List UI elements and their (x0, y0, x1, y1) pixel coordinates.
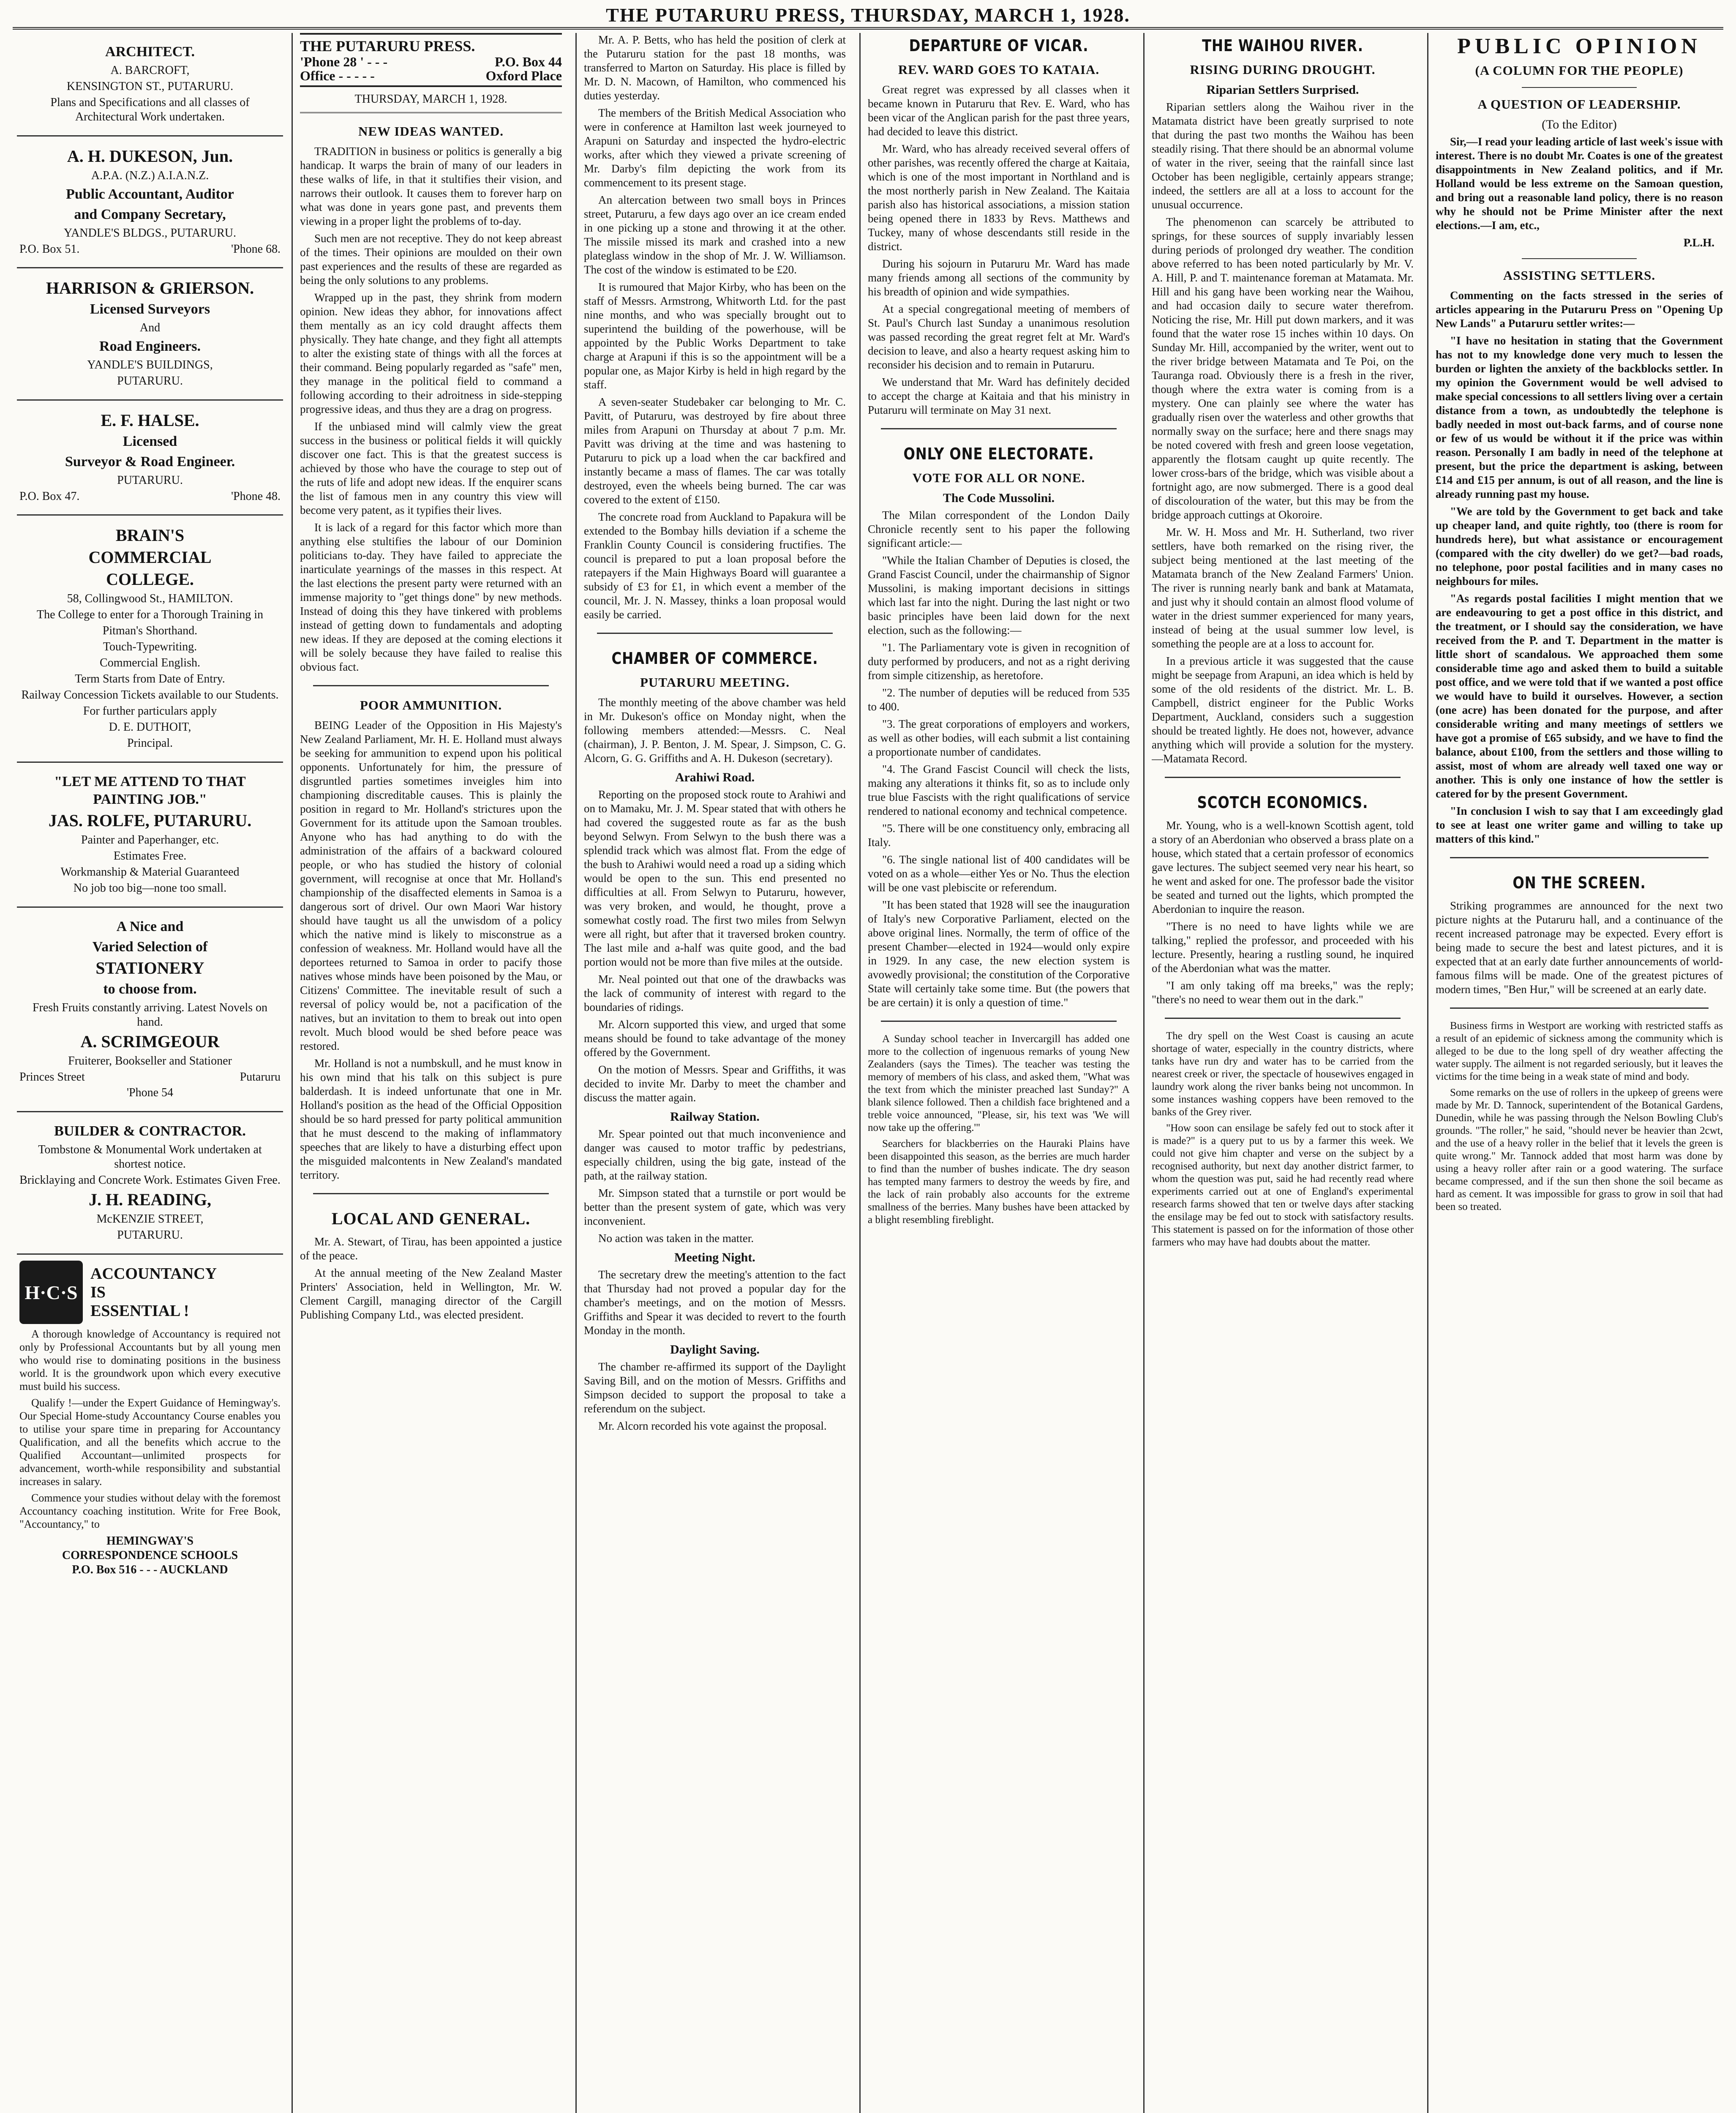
hcs-logo-icon: H·C·S (19, 1261, 83, 1324)
divider (1165, 777, 1401, 778)
paper-box: P.O. Box 44 (495, 54, 562, 69)
ad-scrimgeour (17, 908, 283, 1112)
ad-phone: 'Phone 68. (231, 243, 281, 256)
ad-line: Surveyor & Road Engineer. (65, 454, 235, 470)
article-paragraph: At the annual meeting of the New Zealand Master Printers' Association, held in Wellington, Mr. W. Clement Cargill, managing director of the Cargill Publishing Company Ltd., was elected president. (300, 1267, 562, 1321)
paper-info-box (300, 33, 562, 87)
ad-town: PUTARURU. (117, 374, 183, 388)
column-title: PUBLIC OPINION (1457, 34, 1701, 58)
ad-hemingways (17, 1255, 283, 1583)
column-rule (575, 33, 577, 2113)
hcs-paragraph: A thorough knowledge of Accountancy is required not only by Professional Accountants but by all young men who would rise to dominating positions in the business world. It is the groundwork upon which every executive must build his success. (19, 1328, 281, 1392)
article-paragraph: Mr. Simpson stated that a turnstile or port would be better than the present system of gate, which was very inconvenient. (584, 1187, 846, 1227)
ad-name: A. BARCROFT, (110, 64, 190, 77)
article-paragraph: "5. There will be one constituency only, embracing all Italy. (868, 822, 1130, 849)
ad-address: YANDLE'S BLDGS., PUTARURU. (63, 227, 237, 240)
ad-line: Pitman's Shorthand. (102, 624, 198, 637)
article-paragraph: No action was taken in the matter. (598, 1232, 754, 1245)
article-headline: SCOTCH ECONOMICS. (1197, 793, 1368, 812)
divider (313, 1193, 549, 1194)
ad-contact: D. E. DUTHOIT, (109, 721, 191, 734)
article-paragraph: Mr. A. Stewart, of Tirau, has been appointed a justice of the peace. (300, 1235, 562, 1262)
paper-place: Oxford Place (485, 68, 562, 83)
ad-town: PUTARURU. (117, 474, 183, 487)
article-paragraph: It is lack of a regard for this factor which more than anything else stultifies the labour of our Dominion politicians to-day. They have failed to appreciate the inarticulate yearnings of the masses in this respect. At the last elections the present party were returned with an immense majority to "get things done" by new methods. Instead of doing this they have tinkered with problems instead of getting down to fundamentals and adopting new ideas. If they are deposed at the coming elections it will be solely because they have failed to realise this obvious fact. (300, 521, 562, 673)
ad-title: ARCHITECT. (105, 44, 195, 60)
ad-line: Commercial English. (100, 656, 200, 669)
article-paragraph: Striking programmes are announced for the next two picture nights at the Putaruru hall, and a continuance of the recent increased patronage may be expected. Every effort is being made to secure the best and latest pictures, and it is expected that at an early date further announcements of world-famous films will be made. One of the greatest pictures of modern times, "Ben Hur," will be screened at an early date. (1436, 899, 1723, 996)
article-paragraph: The phenomenon can scarcely be attributed to springs, for these sources of supply invariably lessen during periods of prolonged dry weather. The condition above referred to has been noted particularly by Mr. V. A. Hill, P. and T. maintenance foreman at Matamata. Mr. Hill and his gang have been working near the Waihou, and had occasion daily to secure water therefrom. Noticing the rise, Mr. Hill put down markers, and it was found that the water rose 15 inches within 10 days. On Sunday Mr. Hill, accompanied by the writer, went out to the river bridge between Matamata and Te Poi, on the Tauranga road. Obviously there is a fresh in the river, though where the extra water is coming from is a mystery. One can plainly see where the water has gradually risen over the waterless and other growths that normally sway on the surface; here and there snags may be noted covered with fresh and green loose vegetation, apparently the flotsam caught up quite recently. The lower cross-bars of the bridge, which was visible about a fortnight ago, are now submerged. There is a good deal of discolouration of the water, but this may be from the bridge approach cuttings at Okoroire. (1152, 216, 1414, 521)
article-paragraph: "How soon can ensilage be safely fed out to stock after it is made?" is a query put to us by a farmer this week. We could not give him chapter and verse on the subject by a recognised authority, but next day another district farmer, to whom the question was put, said he had recently read where experiments carried out at one of England's experimental research farms showed that ten or twelve days after stacking the ensilage may be fed out to stock with satisfactory results. This statement is passed on for the information of those other farmers who may have had doubts about the matter. (1152, 1122, 1414, 1248)
article-paragraph: "2. The number of deputies will be reduced from 535 to 400. (868, 686, 1130, 713)
paper-office: Office - - - - - (300, 68, 375, 83)
ad-name: JAS. ROLFE, PUTARURU. (48, 811, 252, 830)
article-paragraph: An altercation between two small boys in Princes street, Putaruru, a few days ago over an ice cream ended in one picking up a stone and throwing it at the other. The missile missed its mark and crashed into a new plateglass window in the shop of Mr. J. W. Williamson. The cost of the window is estimated to be £20. (584, 194, 846, 276)
paper-phone-row (300, 55, 562, 69)
divider (881, 1021, 1117, 1022)
news-column-4 (868, 33, 1130, 2113)
masthead: THE PUTARURU PRESS, THURSDAY, MARCH 1, 1928. (13, 3, 1723, 30)
news-column-3 (584, 33, 846, 2113)
ad-line: Licensed Surveyors (90, 301, 210, 317)
article-paragraph: "There is no need to have lights while we are talking," replied the professor, and proceeded with his lecture. Presently, hearing a rustling sound, he inquired of the Aberdonian what was the matter. (1152, 920, 1414, 975)
ad-line: And (139, 321, 161, 334)
section-heading: Arahiwi Road. (675, 770, 755, 784)
article-paragraph: TRADITION in business or politics is generally a big handicap. It warps the brain of many of our leaders in these walks of life, in that it stultifies their vision, and narrows their outlook. It causes them to forever harp on what was done in years gone past, and prevents them viewing in a proper light the problems of to-day. (300, 145, 562, 227)
article-headline: NEW IDEAS WANTED. (358, 124, 504, 139)
article-paragraph: Mr. Ward, who has already received several offers of other parishes, was recently offered the charge at Kaitaia, which is one of the most important in Northland and is the most northerly parish in New Zealand. The Kaitaia parish also has historical associations, a mission station being opened there in 1833 by Revs. Matthews and Tuckey, many of whose descendants still reside in the district. (868, 142, 1130, 253)
ad-line: and Company Secretary, (74, 207, 226, 222)
article-subheadline: RISING DURING DROUGHT. (1190, 62, 1376, 77)
hcs-footer: HEMINGWAY'S (106, 1534, 193, 1548)
article-paragraph: The chamber re-affirmed its support of the Daylight Saving Bill, and on the motion of Messrs. Griffiths and Simpson decided to support the proposal to take a referendum on the subject. (584, 1360, 846, 1415)
hcs-footer: CORRESPONDENCE SCHOOLS (62, 1549, 238, 1562)
ad-brains-college (17, 516, 283, 763)
news-column-6 (1436, 33, 1723, 2113)
article-subheadline: REV. WARD GOES TO KATAIA. (898, 62, 1100, 77)
ad-address: YANDLE'S BUILDINGS, (87, 358, 213, 371)
ad-line: Varied Selection of (92, 939, 208, 955)
article-paragraph: The secretary drew the meeting's attention to the fact that Thursday had not proved a popular day for the chamber's meetings, and on the motion of Messrs. Griffiths and Spear it was decided to revert to the fourth Monday in the month. (584, 1268, 846, 1337)
ad-contact-row (19, 489, 281, 503)
article-subheadline: VOTE FOR ALL OR NONE. (912, 470, 1085, 485)
ad-line: Public Accountant, Auditor (66, 186, 234, 202)
column-rule (859, 33, 861, 2113)
article-headline: POOR AMMUNITION. (360, 698, 502, 713)
article-paragraph: Riparian settlers along the Waihou river in the Matamata district have been greatly surprised to note that during the past two months the Waihou has been steadily rising. That there should be an abnormal volume of water in the river, seeing that the rainfall since last October has been negligible, certainly appears strange; indeed, the settlers are all at a loss to account for the unusual occurrence. (1152, 101, 1414, 211)
article-paragraph: The Milan correspondent of the London Daily Chronicle recently sent to his paper the following significant article:— (868, 509, 1130, 549)
small-items (868, 1033, 1130, 1226)
article-headline: CHAMBER OF COMMERCE. (611, 649, 818, 668)
ad-dukeson (17, 136, 283, 268)
article-paragraph: A seven-seater Studebaker car belonging to Mr. C. Pavitt, of Putaruru, was destroyed by fire about three miles from Arapuni on Thursday at about 7 p.m. Mr. Pavitt was driving at the time and was hastening to Putaruru to pick up a load when the car backfired and instantly became a mass of flames. The car was totally destroyed, even the wheels being burned. The car was covered to the extent of £150. (584, 396, 846, 506)
letter-signature: P.L.H. (1683, 236, 1714, 249)
article-paragraph: "As regards postal facilities I might mention that we are endeavouring to get a post office in this district, and the treatment, or I should say the consideration, we have received from the P. and T. Department in the matter is little short of scandalous. We approached them some considerable time ago and asked them to build a suitable post office, and we were told that if we wanted a post office we would have to build it ourselves. However, a section (one acre) has been donated for the purpose, and after considerable writing and many meetings of settlers we have got a promise of £65 subsidy, and we have to find the balance, about £100, from the settlers and those willing to assist, most of whom are already well taxed one way or another. This is only one instance of how the settler is catered for by the present Government. (1436, 592, 1723, 800)
hcs-title: ESSENTIAL ! (90, 1302, 189, 1320)
ad-text: Plans and Specifications and all classes of Architectural Work undertaken. (50, 96, 250, 123)
column-rule (292, 33, 293, 2113)
ad-street-row (19, 1070, 281, 1084)
ad-line: Estimates Free. (113, 849, 187, 863)
article-headline: DEPARTURE OF VICAR. (909, 36, 1089, 55)
article-subheadline: The Code Mussolini. (943, 491, 1055, 505)
article-paragraph: Mr. Spear pointed out that much inconvenience and danger was caused to motor traffic by pedestrians, especially children, using the big gate, instead of the path, at the railway station. (584, 1127, 846, 1182)
ad-street: McKENZIE STREET, (96, 1212, 204, 1226)
article-paragraph: "We are told by the Government to get back and take up cheaper land, and quite rightly, too (there is room for hundreds here), but what assistance or encouragement (compared with the city dweller) do we get?—bad roads, no telephone, poor postal facilities and in many cases no neighbours for miles. (1436, 505, 1723, 587)
hcs-title-block (90, 1264, 217, 1320)
article-headline: ONLY ONE ELECTORATE. (903, 445, 1094, 463)
article-headline: THE WAIHOU RIVER. (1202, 36, 1363, 55)
ad-rolfe (17, 763, 283, 908)
article-paragraph: It is rumoured that Major Kirby, who has been on the staff of Messrs. Armstrong, Whitworth Ltd. for the past nine months, and who was specially brought out to superintend the building of the powerhouse, will be appointed by the Public Works Department to take charge at Arapuni if this is so the appointment will be a popular one, as Major Kirby is held in high regard by the staff. (584, 281, 846, 391)
column-rule (1143, 33, 1145, 2113)
ad-box: P.O. Box 51. (19, 243, 80, 256)
article-paragraph: The monthly meeting of the above chamber was held in Mr. Dukeson's office on Monday night, when the following members attended:—Messrs. C. Neal (chairman), J. P. Benton, J. M. Spear, J. Simpson, C. G. Alcorn, G. G. Griffiths and A. H. Dukeson (secretary). (584, 696, 846, 764)
article-paragraph: Searchers for blackberries on the Hauraki Plains have been disappointed this season, as the berries are much harder to find than the number of bushes indicate. The dry season has tempted many farmers to destroy the weeds by fire, and the lack of rain probably also accounts for the extreme smallness of the berries. Many bushes have been attacked by a blight resembling fireblight. (868, 1138, 1130, 1226)
article-paragraph: "1. The Parliamentary vote is given in recognition of duty performed by producers, and not as a right deriving from simple citizenship, as heretofore. (868, 641, 1130, 682)
hcs-paragraph: Qualify !—under the Expert Guidance of Hemingway's. Our Special Home-study Accountancy Course enables you to utilise your spare time in preparing for Accountancy Qualification, and all the benefits which accrue to the Qualified Accountant—unlimited prospects for advancement, worth-while responsibility and substantial increases in salary. (19, 1397, 281, 1488)
section-heading: Railway Station. (670, 1110, 760, 1124)
article-paragraph: The members of the British Medical Association who were in conference at Hamilton last week journeyed to Arapuni on Saturday and inspected the hydro-electric works, after which they viewed a private screening of Mr. Darby's film depicting the work from its commencement to its present stage. (584, 106, 846, 189)
ad-name: COLLEGE. (106, 570, 194, 589)
article-paragraph: "3. The great corporations of employers and workers, as well as other bodies, will each submit a list containing a proportionate number of candidates. (868, 718, 1130, 758)
article-paragraph: Great regret was expressed by all classes when it became known in Putaruru that Rev. E. Ward, who has been vicar of the Anglican parish for the past three years, had decided to leave this district. (868, 83, 1130, 138)
article-paragraph: We understand that Mr. Ward has definitely decided to accept the charge at Kaitaia and that his ministry in Putaruru will terminate on May 31 next. (868, 376, 1130, 416)
ad-contact-row (19, 242, 281, 256)
article-paragraph: "I have no hesitation in stating that the Government has not to my knowledge done very much to lessen the burden or lighten the anxiety of the backblocks settler. In my opinion the Government would be well advised to make special concessions to all settlers living over a certain distance from a town, as undoubtedly the telephone is badly needed in most out-back farms, and of course none or few of us would be without it if the price was within reason. Personally I am badly in need of the telephone at present, but the price the department is asking, between £14 and £15 per annum, is out of all reason, and the line is already running past my house. (1436, 334, 1723, 500)
article-paragraph: Such men are not receptive. They do not keep abreast of the times. Their opinions are moulded on their own past experiences and the results of these are regarded as being the only solutions to any problems. (300, 232, 562, 287)
divider (313, 685, 549, 686)
news-column-5 (1152, 33, 1414, 2113)
article-paragraph: Wrapped up in the past, they shrink from modern opinion. New ideas they abhor, for innovations affect them mentally as an icy cold draught affects them physically. They hate change, and they fight all attempts to alter the existing state of things with all the forces at their command. Being popularly regarded as "safe" men, they manage in the political field to command a following according to their adroitness in side-stepping progressive ideas, and thus they are a drag on progress. (300, 291, 562, 415)
ad-title: BUILDER & CONTRACTOR. (54, 1123, 246, 1139)
editorial-date: THURSDAY, MARCH 1, 1928. (300, 92, 562, 113)
article-paragraph: Mr. A. P. Betts, who has held the position of clerk at the Putaruru station for the past 18 months, was transferred to Marton on Saturday. His place is filled by Mr. D. N. Macown, of Hamilton, who commenced his duties yesterday. (584, 33, 846, 102)
ad-line: Term Starts from Date of Entry. (75, 672, 225, 685)
article-paragraph: The dry spell on the West Coast is causing an acute shortage of water, especially in the country districts, where tanks have run dry and water has to be carried from the nearest creek or river, the spectacle of housewives engaged in laundry work along the river banks being not uncommon. In some instances washing coppers have been removed to the banks of the Grey river. (1152, 1030, 1414, 1118)
divider (597, 633, 833, 634)
article-paragraph: The concrete road from Auckland to Papakura will be extended to the Bombay hills deviation if a scheme the Franklin County Council is considering fructifies. The council is prepared to put a loan proposal before the ratepayers if the Main Highways Board will guarantee a subsidy of £3 for £1, in which event a member of the council, Mr. J. N. Massey, thinks a loan proposal would easily be carried. (584, 511, 846, 621)
ad-halse (17, 401, 283, 516)
letter-addressee: (To the Editor) (1542, 117, 1617, 131)
ad-name: A. H. DUKESON, Jun. (67, 147, 233, 166)
ad-line: Railway Concession Tickets available to our Students. (21, 688, 279, 702)
article-paragraph: Mr. Neal pointed out that one of the drawbacks was the lack of community of interest with regard to the boundaries of ridings. (584, 973, 846, 1013)
hcs-title: IS (90, 1283, 106, 1301)
ad-street: Princes Street (19, 1070, 85, 1084)
ad-harrison (17, 268, 283, 401)
article-paragraph: "It has been stated that 1928 will see the inauguration of Italy's new Corporative Parliament, elected on the above original lines. Normally, the term of office of the present Chamber—elected in 1924—would only expire in 1929. In any case, the new election system is avowedly provisional; the constitution of the Corporative State will certainly take some time. But (the powers that be are certain) it is only a question of time." (868, 898, 1130, 1009)
ad-line: Road Engineers. (99, 339, 201, 354)
ad-line: The College to enter for a Thorough Training in (36, 608, 264, 621)
ad-line: Tombstone & Monumental Work undertaken at shortest notice. (38, 1143, 262, 1171)
ad-name: COMMERCIAL (88, 548, 212, 567)
ad-phone: 'Phone 54 (126, 1086, 174, 1099)
article-paragraph: Mr. Holland is not a numbskull, and he must know in his own mind that his talk on this subject is pure balderdash. It is indeed unfortunate that one in Mr. Holland's position as the head of the Official Opposition should be so hard pressed for party political ammunition that he must descend to the making of inflammatory speeches that are likely to have a disturbing effect upon the misguided malcontents in New Zealand's mandated territory. (300, 1057, 562, 1181)
column-rule (1427, 33, 1428, 2113)
article-headline: A QUESTION OF LEADERSHIP. (1477, 97, 1681, 112)
article-paragraph: Sir,—I read your leading article of last week's issue with interest. There is no doubt Mr. Coates is one of the greatest disappointments in New Zealand politics, and if Mr. Holland would be less extreme on the Samoan question, and bring out a reasonable land policy, there is no reason why he should not be Prime Minister after the next elections.—I am, etc., (1436, 135, 1723, 232)
article-paragraph: Reporting on the proposed stock route to Arahiwi and on to Mamaku, Mr. J. M. Spear stated that with others he had covered the suggested route as far as the bush beyond Selwyn. From Selwyn to the bush there was a splendid track which was almost flat. From the edge of the bush to Arahiwi would need a road up a siding which would be open to the sun. This end presented no difficulties at all. From Selwyn to Putaruru, however, was very broken, and would, he thought, prove a somewhat costly road. The first two miles from Selwyn were all right, but after that it traversed broken country. The last mile and a-half was quite good, and the bad portion would not be more than five miles at the outside. (584, 788, 846, 968)
article-subheadline: Riparian Settlers Surprised. (1206, 83, 1359, 97)
ad-trade: Fruiterer, Bookseller and Stationer (68, 1054, 232, 1067)
ad-line: Workmanship & Material Guaranteed (60, 865, 240, 879)
ad-line: Licensed (123, 434, 177, 449)
ad-name: BRAIN'S (115, 526, 185, 545)
divider (1165, 1018, 1401, 1019)
article-subheadline: PUTARURU MEETING. (640, 675, 790, 690)
column-subtitle: (A COLUMN FOR THE PEOPLE) (1475, 63, 1684, 78)
ad-quote: "LET ME ATTEND TO THAT PAINTING JOB." (54, 774, 246, 807)
ad-name: A. SCRIMGEOUR (80, 1032, 220, 1051)
small-items (1436, 1020, 1723, 1213)
article-paragraph: During his sojourn in Putaruru Mr. Ward has made many friends among all sections of the community by his breadth of opinion and wide sympathies. (868, 257, 1130, 298)
article-paragraph: Some remarks on the use of rollers in the upkeep of greens were made by Mr. D. Tannock, superintendent of the Botanical Gardens, Dunedin, while he was passing through the Nelson Bowling Club's grounds. "The roller," he said, "should never be heavier than 2cwt, and the use of a heavy roller in the belief that it levels the green is quite wrong." Mr. Tannock added that most harm was done by using a heavy roller after rain or a good watering. The surface became compressed, and if the sun then shone the soil became as hard as cement. It was impossible for grass to grow in soil that had been so treated. (1436, 1087, 1723, 1212)
ad-reading (17, 1112, 283, 1255)
article-headline: ON THE SCREEN. (1513, 874, 1646, 892)
ad-name: HARRISON & GRIERSON. (46, 278, 254, 298)
article-headline: ASSISTING SETTLERS. (1503, 268, 1656, 283)
article-paragraph: Mr. W. H. Moss and Mr. H. Sutherland, two river settlers, have both remarked on the rising river, the subject being mentioned at the last meeting of the Matamata branch of the New Zealand Farmers' Union. The river is running nearly bank and bank at Matamata, and just why it should contain an almost flood volume of water in the driest summer experienced for many years, instead of being at the usual summer low level, is something the people are at a loss to account for. (1152, 526, 1414, 650)
divider (881, 428, 1117, 429)
paper-phone: 'Phone 28 ' - - - (300, 54, 388, 69)
article-paragraph: BEING Leader of the Opposition in His Majesty's New Zealand Parliament, Mr. H. E. Holland must always be seeking for ammunition to expend upon his political opponents. Unfortunately for him, the pressure of disgruntled parties sometimes inveigles him into championing discreditable causes. This is plainly the position in regard to Mr. Holland's strictures upon the Government for its attitude upon the Samoan troubles. Anyone who has had anything to do with the administration of the affairs of a backward coloured people, or who has studied the history of colonial government, will recognise at once that Mr. Holland's championship of the disaffected elements in Samoa is a dangerous sort of drivel. Our own Maori War history should have taught us all the unwisdom of a policy which the native mind is likely to misconstrue as a confession of weakness. Mr. Holland would have all the deportees returned to Samoa in order to pacify those natives whose minds have been poisoned by the Mau, or Citizens' Committee. The inevitable result of such a reversal of policy would be, not a pacification of the natives, but an invitation to them to break out into open revolt. Much blood would be shed before peace was restored. (300, 719, 562, 1052)
article-paragraph: Business firms in Westport are working with restricted staffs as a result of an epidemic of sickness among the community which is alleged to be due to the long spell of dry weather affecting the water supply. The ailment is not regarded seriously, but it leaves the victims for the time being in a weak state of mind and body. (1436, 1020, 1723, 1082)
editorial-column (300, 33, 562, 2113)
article-paragraph: Commenting on the facts stressed in the series of articles appearing in the Putaruru Press on "Opening Up New Lands" a Putaruru settler writes:— (1436, 289, 1723, 330)
article-paragraph: On the motion of Messrs. Spear and Griffiths, it was decided to invite Mr. Darby to meet the chamber and discuss the matter again. (584, 1063, 846, 1104)
article-paragraph: At a special congregational meeting of members of St. Paul's Church last Sunday a unanimous resolution was passed recording the great regret felt at Mr. Ward's decision to leave, and also a hearty request asking him to reconsider his decision and to remain in Putaruru. (868, 303, 1130, 371)
article-paragraph: "6. The single national list of 400 candidates will be voted on as a whole—either Yes or No. Thus the election will be one vast plebiscite or referendum. (868, 853, 1130, 894)
small-items (1152, 1030, 1414, 1249)
article-paragraph: Mr. Alcorn recorded his vote against the proposal. (598, 1420, 827, 1432)
ad-address: 58, Collingwood St., HAMILTON. (67, 592, 233, 605)
divider (1450, 1007, 1709, 1009)
ad-name: E. F. HALSE. (101, 411, 199, 430)
article-paragraph: In a previous article it was suggested that the cause might be seepage from Arapuni, an idea which is held by some of the old residents of the district. Mr. L. B. Campbell, district engineer for the Public Works Department, Auckland, considers such a suggestion should be treated lightly. He does not, however, advance anything which will provide a solution for the mystery.—Matamata Record. (1152, 655, 1414, 765)
ad-line: Fresh Fruits constantly arriving. Latest Novels on hand. (32, 1001, 268, 1029)
ad-line: Touch-Typewriting. (103, 640, 197, 653)
ad-architect (17, 33, 283, 136)
paper-name: THE PUTARURU PRESS. (300, 38, 475, 55)
ad-line: Painter and Paperhanger, etc. (81, 833, 219, 846)
article-paragraph: A Sunday school teacher in Invercargill has added one more to the collection of ingenuous remarks of young New Zealanders (says the Times). The teacher was testing the memory of members of his class, and asked them, "What was the text from which the minister preached last Sunday?" A blank silence followed. Then a childish face brightened and a treble voice announced, "Please, sir, his text was 'We will now take up the offering.'" (868, 1033, 1130, 1133)
ad-address: KENSINGTON ST., PUTARURU. (66, 80, 234, 93)
ad-role: Principal. (127, 737, 173, 750)
article-paragraph: "While the Italian Chamber of Deputies is closed, the Grand Fascist Council, under the chairmanship of Signor Mussolini, is making important decisions in sittings which last far into the night. During the last night or two basic principles have been laid down for the next election, such as the following:— (868, 554, 1130, 636)
article-paragraph: "4. The Grand Fascist Council will check the lists, making any alterations it thinks fit, so as to include only true blue Fascists with the right qualifications of service rendered to national economy and technical competence. (868, 763, 1130, 817)
ad-line: Bricklaying and Concrete Work. Estimates Given Free. (19, 1174, 281, 1187)
article-paragraph: Mr. Alcorn supported this view, and urged that some means should be found to take advantage of the money offered by the Government. (584, 1018, 846, 1059)
ad-box: P.O. Box 47. (19, 490, 80, 503)
ad-line: For further particulars apply (83, 704, 217, 718)
divider (1450, 857, 1709, 858)
ad-line: No job too big—none too small. (73, 882, 227, 895)
hcs-paragraph: Commence your studies without delay with the foremost Accountancy coaching institution. Write for Free Book, "Accountancy," to (19, 1492, 281, 1530)
section-heading: Meeting Night. (674, 1250, 755, 1264)
paper-office-row (300, 69, 562, 83)
divider (1522, 87, 1637, 88)
ad-line: A Nice and (116, 919, 184, 934)
ad-quals: A.P.A. (N.Z.) A.I.A.N.Z. (91, 169, 209, 182)
ad-phone: 'Phone 48. (231, 490, 281, 503)
ads-column (17, 33, 283, 2113)
ad-line: to choose from. (103, 981, 197, 997)
hcs-title: ACCOUNTANCY (90, 1265, 217, 1283)
ad-name: J. H. READING, (88, 1190, 212, 1209)
ad-town: PUTARURU. (117, 1228, 183, 1242)
ad-line: STATIONERY (95, 958, 204, 977)
article-paragraph: Mr. Young, who is a well-known Scottish agent, told a story of an Aberdonian who observed a brass plate on a house, which stated that a certain professor of economics gave lectures. The subject seemed very near his heart, so he went and asked for one. The professor bade the visitor be seated and turned out the lights, which prompted the Aberdonian to inquire the reason. (1152, 819, 1414, 915)
divider (1522, 258, 1637, 259)
hcs-header (19, 1261, 281, 1324)
article-paragraph: If the unbiased mind will calmly view the great success in the business or political fields it will quickly discover one fact. This is that the greatest success is achieved by those who have the courage to step out of the ruts of life and adopt new ideas. If the enquirer scans the list of famous men in any country this view will become very patent, as it typifies their lives. (300, 420, 562, 516)
ad-town: Putaruru (240, 1070, 281, 1084)
article-paragraph: "In conclusion I wish to say that I am exceedingly glad to see at least one writer game and willing to take up matters of this kind." (1436, 805, 1723, 845)
article-headline: LOCAL AND GENERAL. (331, 1209, 531, 1228)
article-paragraph: "I am only taking off ma breeks," was the reply; "there's no need to wear them out in the dark." (1152, 979, 1414, 1006)
hcs-footer: P.O. Box 516 - - - AUCKLAND (72, 1563, 228, 1576)
section-heading: Daylight Saving. (670, 1343, 760, 1357)
